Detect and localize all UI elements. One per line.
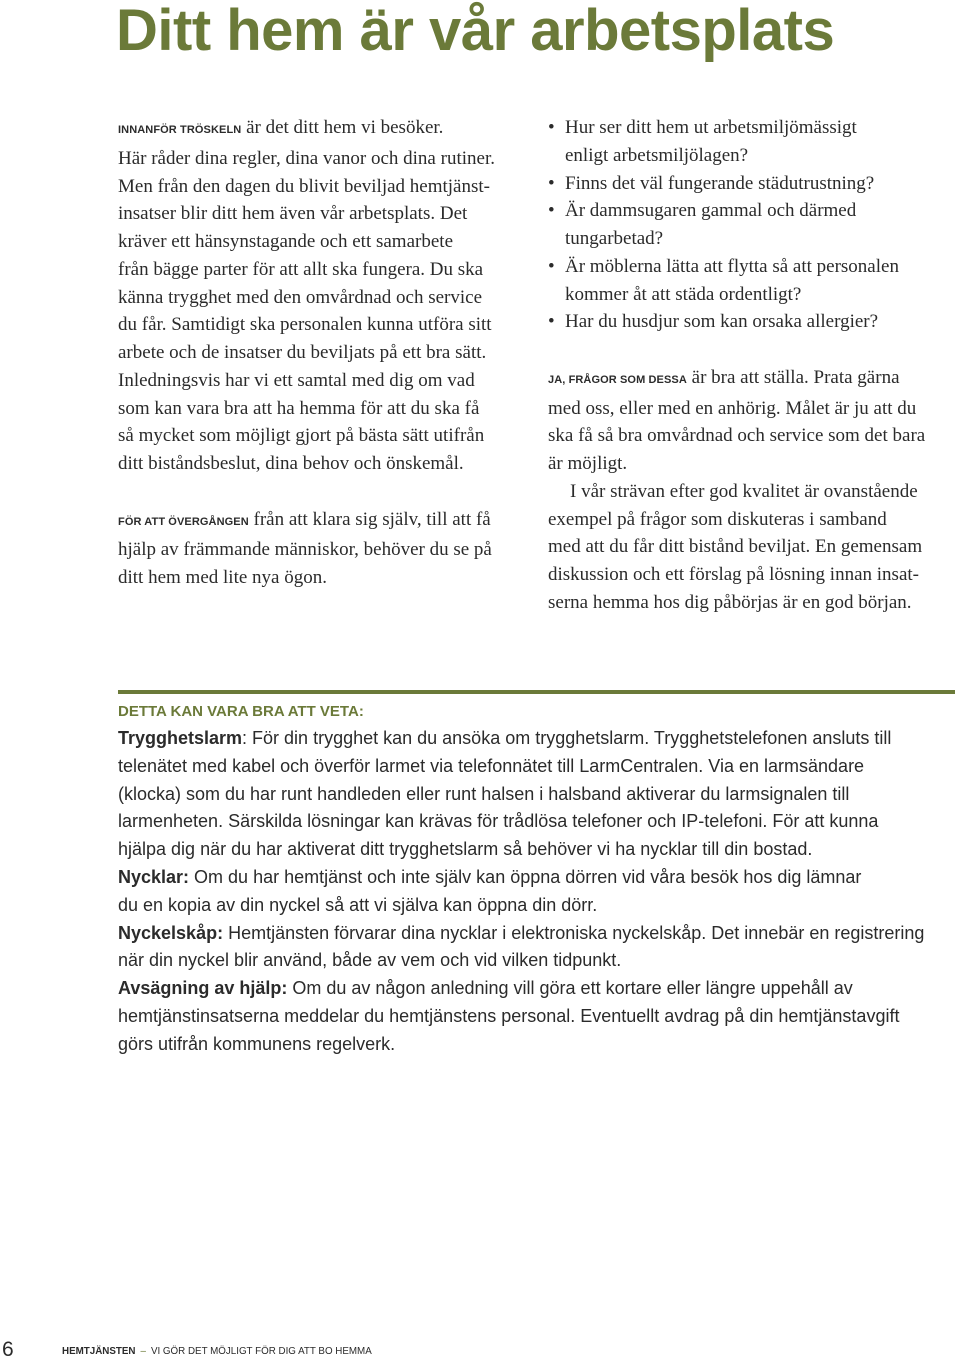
footer-publication: HEMTJÄNSTEN [62, 1346, 136, 1357]
info-item-nyckelskap [118, 920, 955, 976]
question-list-item: • Finns det väl fungerande städutrustning? [548, 170, 953, 198]
question-list-item: • Är möblerna lätta att flytta så att personalen kommer åt att städa ordentligt? [548, 253, 953, 309]
left-column [118, 114, 528, 592]
transition-lead-in: FÖR ATT ÖVERGÅNGEN [118, 515, 249, 528]
info-item-label: Nycklar: [118, 866, 190, 887]
intro-lead-in: INNANFÖR TRÖSKELN [118, 124, 242, 136]
info-box [118, 725, 955, 1059]
info-item-label: Nyckelskåp: [118, 922, 224, 943]
info-item-text: Om du av någon anledning vill göra ett kortare eller längre uppehåll av hemtjänstinsatserna meddelar du hemtjänstens personal. Eventuellt avdrag på din hemtjänstavgift görs utifrån kommunens regelverk. [118, 978, 900, 1054]
question-list-item: • Är dammsugaren gammal och därmed tungarbetad? [548, 197, 953, 253]
right-column [548, 114, 953, 617]
quality-paragraph: I vår strävan efter god kvalitet är ovanstående exempel på frågor som diskuteras i samband med att du får ditt bistånd beviljat. En gemensam diskussion och ett förslag på lösning innan insat- serna hemma hos dig påbörjas är en god början. [548, 480, 923, 613]
info-item-text: Hemtjänsten förvarar dina nycklar i elektroniska nyckelskåp. Det innebär en registrering när din nyckel blir använd, både av vem och vid vilken tidpunkt. [118, 922, 925, 971]
intro-text: är det ditt hem vi besöker. Här råder dina regler, dina vanor och dina rutiner. Men från den dagen du blivit beviljad hemtjänst- insatser blir ditt hem även vår arbetsplats. Det kräver ett hänsynstagande och ett samarbete från bägge parter för att allt ska fungera. Du ska känna trygghet med den omvårdnad och service du får. Samtidigt ska personalen kunna utföra sitt arbete och de insatser du beviljats på ett bra sätt. Inledningsvis har vi ett samtal med dig om vad som kan vara bra att ha hemma för att du ska få så mycket som möjligt gjort på bästa sätt utifrån ditt biståndsbeslut, dina behov och önskemål. [118, 117, 495, 474]
info-item-avsagning [118, 975, 955, 1058]
info-item-label: Trygghetslarm [118, 728, 243, 748]
transition-paragraph [118, 506, 528, 592]
section-divider [118, 690, 955, 694]
questions-lead-in: JA, FRÅGOR SOM DESSA [548, 373, 687, 386]
footer-separator: – [140, 1346, 146, 1357]
intro-paragraph [118, 114, 528, 478]
question-list-item: • Hur ser ditt hem ut arbetsmiljömässigt enligt arbetsmiljölagen? [548, 114, 953, 170]
info-item-text: Om du har hemtjänst och inte själv kan öppna dörren vid våra besök hos dig lämnar du en kopia av din nyckel så att vi själva kan öppna din dörr. [118, 866, 862, 915]
info-item-trygghetslarm [118, 725, 955, 864]
page-title: Ditt hem är vår arbetsplats [116, 0, 835, 63]
question-list [548, 114, 953, 336]
info-box-heading: DETTA KAN VARA BRA ATT VETA: [118, 703, 364, 720]
info-item-label: Avsägning av hjälp: [118, 978, 288, 999]
transition-text: från att klara sig själv, till att få hjälp av främmande människor, behöver du se på ditt hem med lite nya ögon. [118, 508, 492, 588]
questions-paragraph [548, 364, 953, 478]
question-list-item: • Har du husdjur som kan orsaka allergier? [548, 308, 953, 336]
footer-tagline: VI GÖR DET MÖJLIGT FÖR DIG ATT BO HEMMA [150, 1346, 372, 1357]
questions-text: är bra att ställa. Prata gärna med oss, eller med en anhörig. Målet är ju att du ska få så bra omvårdnad och service som det bara är möjligt. [548, 366, 926, 474]
page-number: 6 [2, 1338, 14, 1361]
info-item-text: : För din trygghet kan du ansöka om trygghetslarm. Trygghetstelefonen ansluts till telenätet med kabel och överför larmet via telefonnätet till LarmCentralen. Via en larmsändare (klocka) som du har runt handleden eller runt halsen i halsband aktiverar du larmsignalen till larmenheten. Särskilda lösningar kan krävas för trådlösa telefoner och IP-telefoni. För att kunna hjälpa dig när du har aktiverat ditt trygghetslarm så behöver vi ha nycklar till din bostad. [118, 728, 892, 860]
info-item-nycklar [118, 864, 955, 920]
running-footer [62, 1346, 372, 1358]
